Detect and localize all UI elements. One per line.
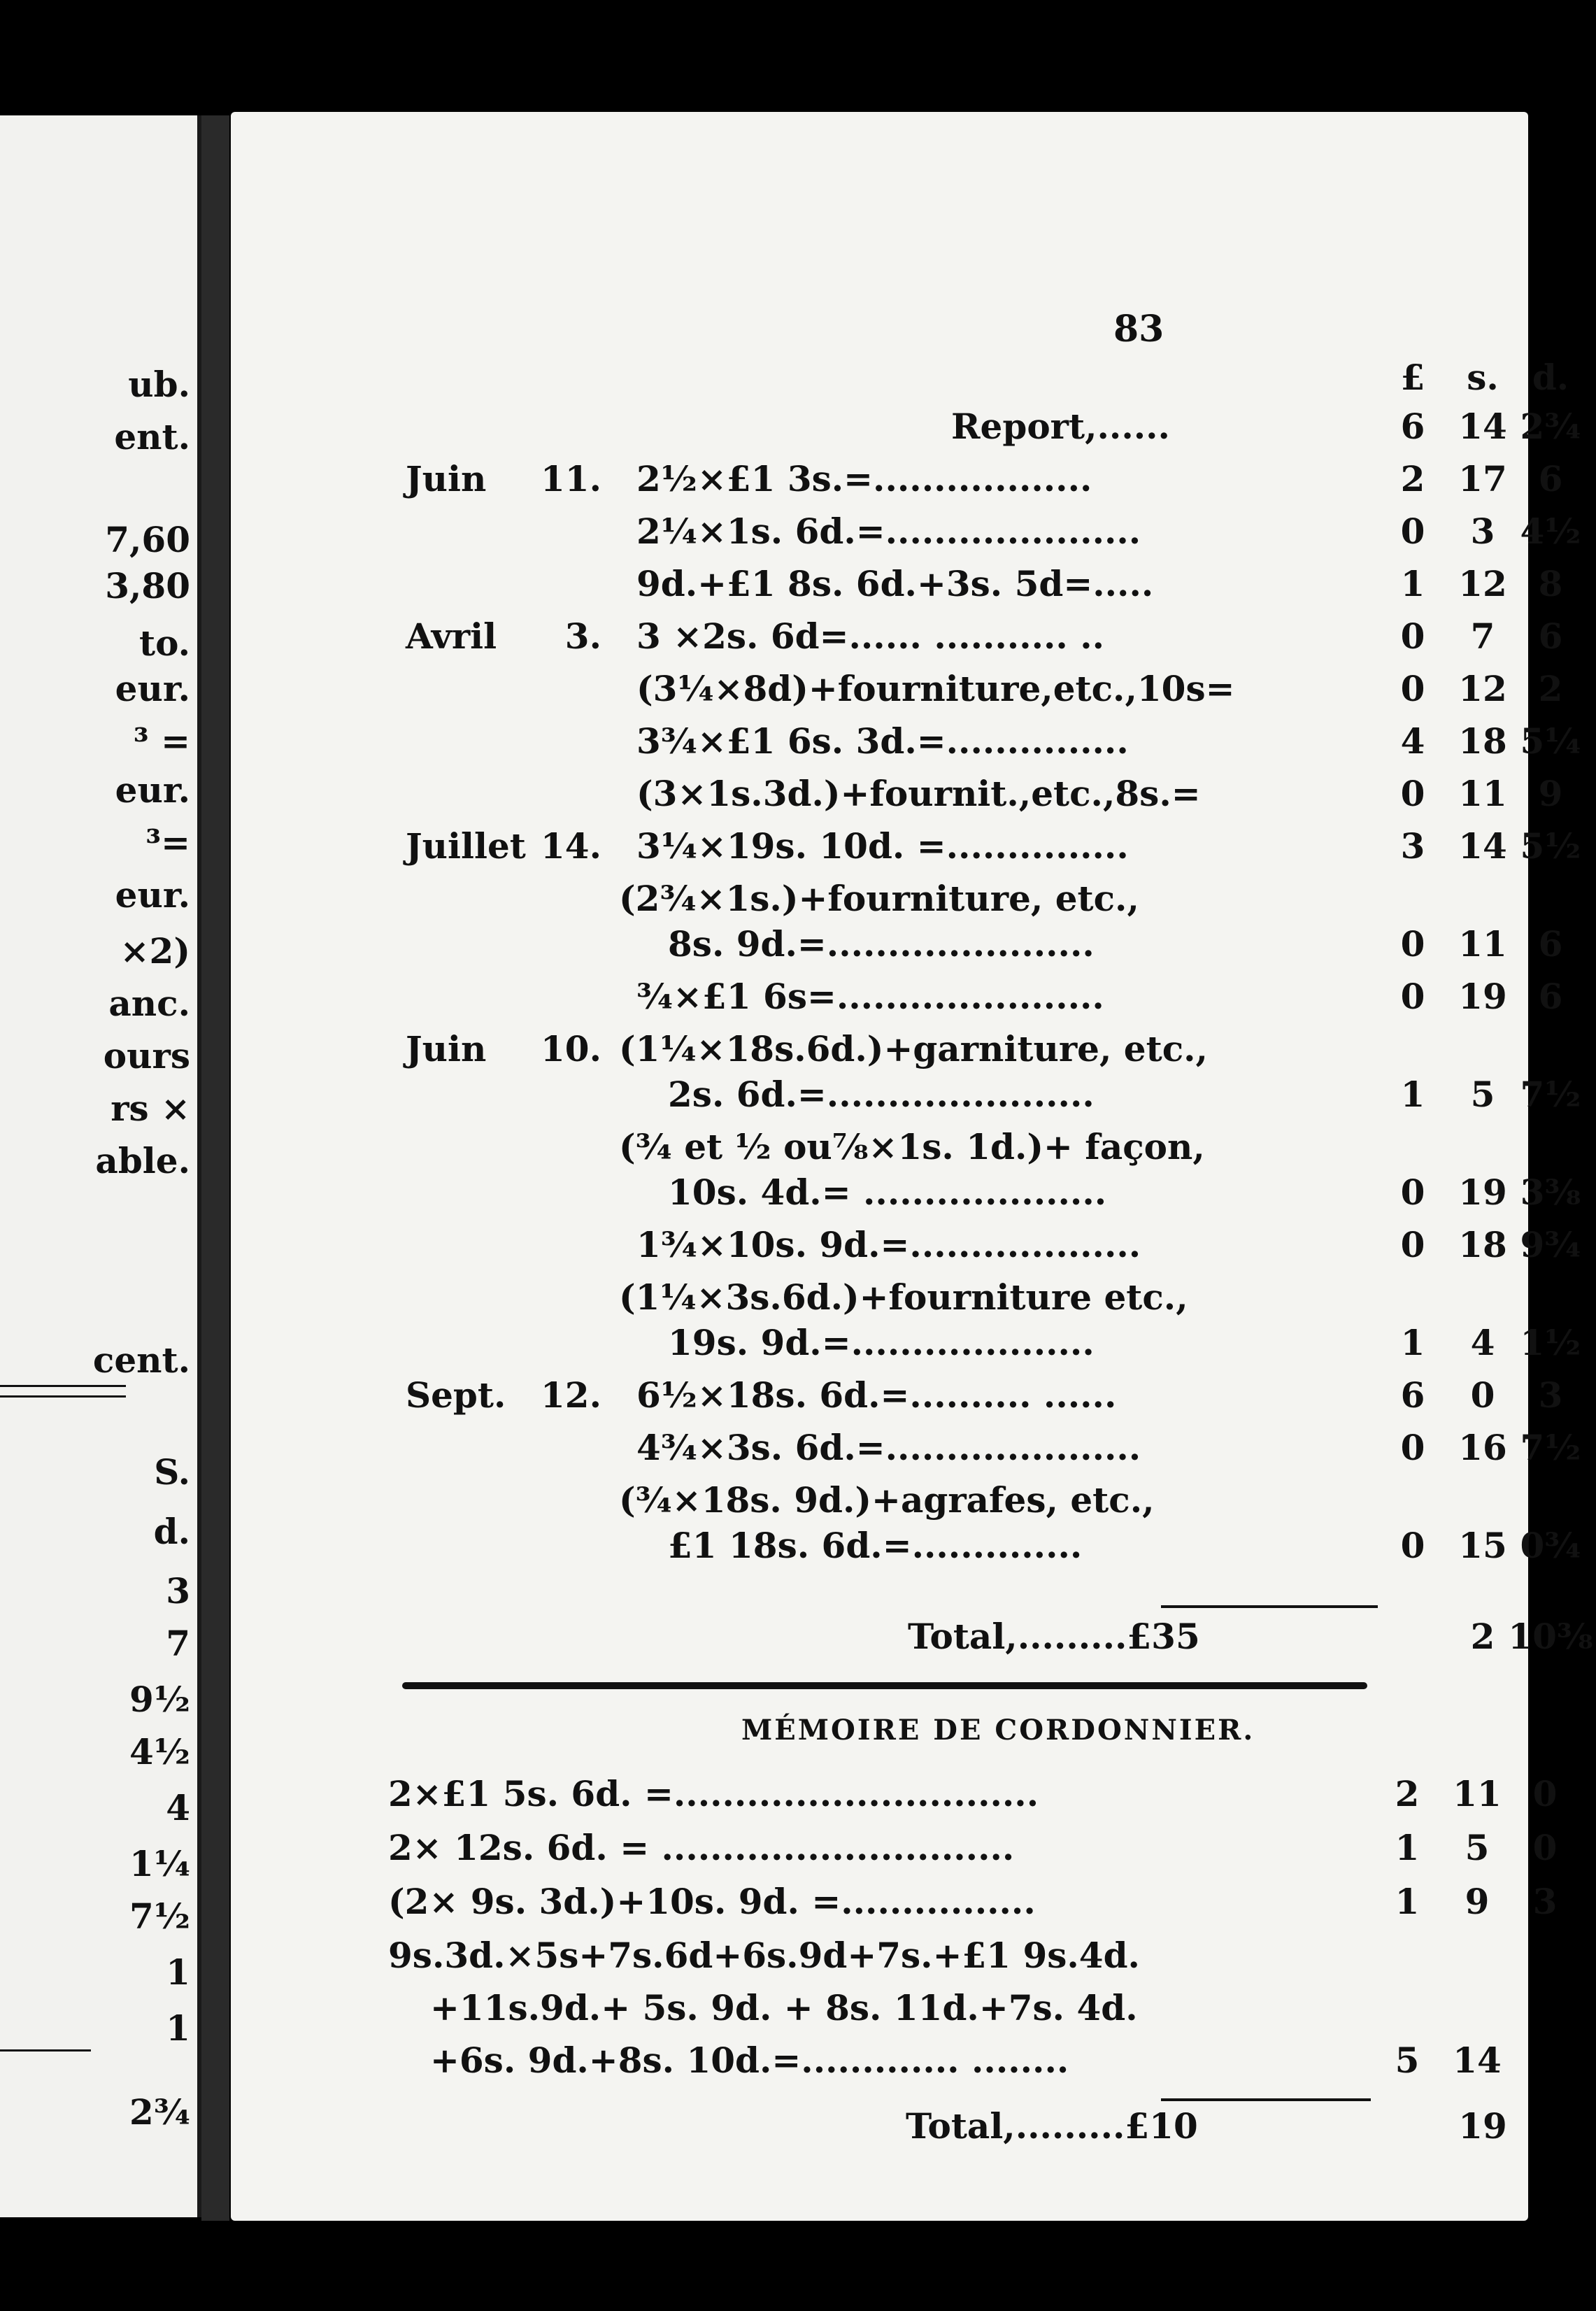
report-pounds: 6 [1400,406,1425,447]
entry-shillings: 11 [1458,923,1507,965]
entry-description: 1¾×10s. 9d.=................... [636,1224,1141,1265]
entry-description: (¾ et ½ ou⅞×1s. 1d.)+ façon, [619,1126,1205,1167]
entry-shillings: 18 [1458,720,1507,762]
entry-pence: 1½ [1520,1322,1581,1363]
shoemaker-row-pounds: 2 [1395,1773,1420,1814]
total-rule [1161,1605,1378,1608]
shoemaker-row-pence: 3 [1532,1881,1558,1922]
left-page-fragment: 3 [166,1570,190,1612]
entry-shillings: 0 [1470,1374,1495,1416]
shoemaker-total-label: Total,.........£10 [906,2105,1198,2147]
entry-month: Sept. [406,1374,506,1416]
entry-description: (¾×18s. 9d.)+agrafes, etc., [619,1479,1155,1521]
entry-day: 3. [564,616,601,657]
entry-description: (1¼×18s.6d.)+garniture, etc., [619,1028,1208,1069]
shoemaker-row-shillings: 5 [1465,1827,1490,1868]
column-header-pounds: £ [1400,357,1425,398]
entry-pounds: 1 [1400,563,1425,604]
entry-shillings: 17 [1458,458,1507,499]
shoemaker-row-text: (2× 9s. 3d.)+10s. 9d. =................ [388,1881,1036,1922]
entry-description: (3¼×8d)+fourniture,etc.,10s= [636,668,1235,709]
entry-description: 4¾×3s. 6d.=..................... [636,1427,1141,1468]
entry-pence: 5¼ [1520,720,1581,762]
entry-pence: 5½ [1520,825,1581,867]
entry-shillings: 4 [1470,1322,1495,1363]
entry-pounds: 0 [1400,923,1425,965]
entry-pounds: 0 [1400,773,1425,814]
entry-description: 3¾×£1 6s. 3d.=............... [636,720,1129,762]
shoemaker-multiline-pounds: 5 [1395,2040,1420,2081]
left-page-fragment: 1 [166,1951,190,1993]
shoemaker-row-shillings: 11 [1453,1773,1502,1814]
left-page-fragment: 4 [166,1787,190,1828]
entry-shillings: 14 [1458,825,1507,867]
left-page-fragment: ³ = [133,720,190,762]
entry-shillings: 12 [1458,563,1507,604]
entry-pence: 9¾ [1520,1224,1581,1265]
left-page-fragment: ³= [145,822,190,863]
shoemaker-row-pence: 0 [1532,1827,1558,1868]
entry-description: ¾×£1 6s=...................... [636,976,1104,1017]
entry-description: 2½×£1 3s.=.................. [636,458,1092,499]
shoemaker-heading: MÉMOIRE DE CORDONNIER. [741,1714,1255,1747]
entry-day: 14. [541,825,601,867]
left-page-fragment: able. [95,1140,190,1181]
entry-pounds: 0 [1400,511,1425,552]
left-page-fragment: S. [154,1451,190,1493]
entry-pounds: 0 [1400,1224,1425,1265]
entry-pounds: 1 [1400,1322,1425,1363]
entry-pounds: 0 [1400,616,1425,657]
entry-pounds: 2 [1400,458,1425,499]
left-page-fragment: 2¾ [129,2091,190,2133]
entry-description: 9d.+£1 8s. 6d.+3s. 5d=..... [636,563,1154,604]
entry-pence: 9 [1538,773,1563,814]
left-page-fragment: to. [139,623,190,664]
entry-month: Avril [406,616,497,657]
right-page [231,112,1593,2221]
entry-month: Juin [406,1028,487,1069]
entry-shillings: 3 [1470,511,1495,552]
entry-pence: 3⅜ [1520,1172,1581,1213]
report-pence: 2¾ [1520,406,1581,447]
column-header-pence: d. [1532,357,1569,398]
entry-day: 11. [541,458,601,499]
left-page-fragment: d. [153,1511,190,1552]
entry-pounds: 4 [1400,720,1425,762]
entry-month: Juin [406,458,487,499]
left-page-fragment: 7 [166,1623,190,1664]
left-page-fragment: rs × [111,1088,190,1129]
entry-description: 3¼×19s. 10d. =............... [636,825,1129,867]
report-label: Report,...... [951,406,1170,447]
entry-shillings: 19 [1458,1172,1507,1213]
section-divider [402,1682,1367,1689]
entry-shillings: 16 [1458,1427,1507,1468]
book-gutter [201,115,229,2221]
entry-pence: 0¾ [1520,1525,1581,1566]
left-page-fragment: 4½ [129,1731,190,1772]
left-total-rule [0,2049,91,2052]
left-page-fragment: 1¼ [129,1843,190,1884]
entry-description: 6½×18s. 6d.=.......... ...... [636,1374,1117,1416]
shoemaker-row-text: 2×£1 5s. 6d. =.............................. [388,1773,1039,1814]
shoemaker-row-pounds: 1 [1395,1827,1420,1868]
entry-pence: 7½ [1520,1074,1581,1115]
entry-description: 3 ×2s. 6d=...... ........... .. [636,616,1105,657]
shoemaker-row-text: 2× 12s. 6d. = ............................. [388,1827,1015,1868]
entry-pence: 8 [1538,563,1563,604]
shoemaker-multiline-text: +11s.9d.+ 5s. 9d. + 8s. 11d.+7s. 4d. [430,1987,1138,2028]
entry-description: 8s. 9d.=...................... [668,923,1095,965]
entry-day: 12. [541,1374,601,1416]
entry-pounds: 0 [1400,1525,1425,1566]
entry-shillings: 11 [1458,773,1507,814]
left-page-fragment: ×2) [120,930,190,972]
left-page-fragment: eur. [115,874,190,916]
entry-pounds: 0 [1400,976,1425,1017]
left-page [0,115,201,2217]
double-rule-1 [0,1385,126,1387]
entry-description: 19s. 9d.=.................... [668,1322,1095,1363]
entry-description: 2¼×1s. 6d.=..................... [636,511,1141,552]
shoemaker-row-pence: 0 [1532,1773,1558,1814]
page-number: 83 [1113,308,1164,350]
shoemaker-multiline-shillings: 14 [1453,2040,1502,2081]
total-shillings: 2 [1470,1616,1495,1657]
left-page-fragment: anc. [108,983,190,1024]
shoemaker-total-rule [1161,2098,1371,2101]
shoemaker-row-pounds: 1 [1395,1881,1420,1922]
entry-description: (1¼×3s.6d.)+fourniture etc., [619,1277,1188,1318]
entry-description: (3×1s.3d.)+fournit.,etc.,8s.= [636,773,1201,814]
entry-pence: 7½ [1520,1427,1581,1468]
entry-shillings: 18 [1458,1224,1507,1265]
left-page-fragment: eur. [115,668,190,709]
shoemaker-multiline-text: 9s.3d.×5s+7s.6d+6s.9d+7s.+£1 9s.4d. [388,1935,1140,1976]
entry-pence: 4½ [1520,511,1581,552]
entry-pounds: 1 [1400,1074,1425,1115]
shoemaker-multiline-text: +6s. 9d.+8s. 10d.=............. ........ [430,2040,1069,2081]
left-page-fragment: cent. [92,1339,190,1381]
entry-pence: 6 [1538,976,1563,1017]
entry-pounds: 0 [1400,1172,1425,1213]
entry-month: Juillet [406,825,526,867]
left-page-fragment: ent. [114,416,190,457]
entry-pounds: 6 [1400,1374,1425,1416]
shoemaker-total-shillings: 19 [1458,2105,1507,2147]
entry-shillings: 15 [1458,1525,1507,1566]
entry-shillings: 5 [1470,1074,1495,1115]
report-shillings: 14 [1458,406,1507,447]
entry-pounds: 0 [1400,1427,1425,1468]
entry-description: 2s. 6d.=...................... [668,1074,1095,1115]
entry-pence: 6 [1538,458,1563,499]
left-page-fragment: 9½ [129,1679,190,1720]
column-header-shillings: s. [1467,357,1499,398]
entry-shillings: 7 [1470,616,1495,657]
double-rule-2 [0,1395,126,1398]
left-page-fragment: 1 [166,2007,190,2049]
entry-day: 10. [541,1028,601,1069]
entry-pence: 3 [1538,1374,1563,1416]
entry-shillings: 12 [1458,668,1507,709]
left-page-fragment: ub. [128,364,190,405]
total-label: Total,.........£35 [908,1616,1200,1657]
entry-shillings: 19 [1458,976,1507,1017]
entry-description: £1 18s. 6d.=.............. [668,1525,1083,1566]
entry-pence: 6 [1538,923,1563,965]
entry-description: 10s. 4d.= .................... [668,1172,1107,1213]
left-page-fragment: 7½ [129,1896,190,1937]
left-page-fragment: ours [103,1035,190,1076]
entry-pence: 2 [1538,668,1563,709]
entry-pounds: 3 [1400,825,1425,867]
shoemaker-row-shillings: 9 [1465,1881,1490,1922]
left-page-fragment: 3,80 [105,565,190,606]
entry-pounds: 0 [1400,668,1425,709]
entry-description: (2¾×1s.)+fourniture, etc., [619,878,1139,919]
left-page-fragment: eur. [115,769,190,811]
total-pence: 10⅜ [1508,1616,1593,1657]
entry-pence: 6 [1538,616,1563,657]
left-page-fragment: 7,60 [105,519,190,560]
